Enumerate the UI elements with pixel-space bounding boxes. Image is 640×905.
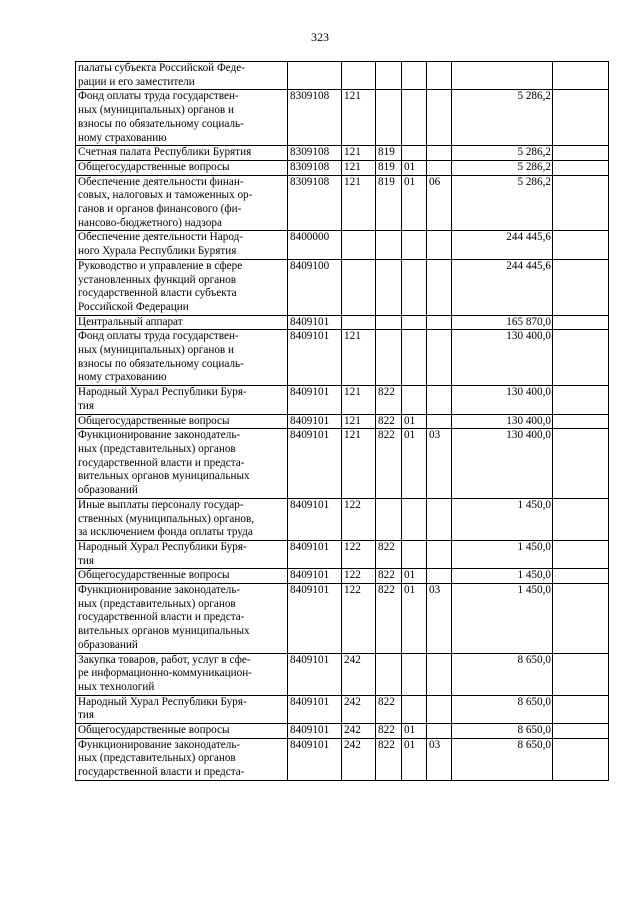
subsection-cell: [427, 653, 452, 695]
section-cell: [402, 146, 427, 161]
target-article-cell: 8409101: [288, 498, 342, 540]
table-row: [76, 90, 609, 146]
ministry-code-cell: [376, 231, 402, 259]
table-row: [76, 569, 609, 584]
expense-type-cell: 121: [342, 429, 376, 499]
expense-type-cell: 122: [342, 584, 376, 654]
subsection-cell: 03: [427, 429, 452, 499]
subsection-cell: [427, 540, 452, 568]
extra-cell: [553, 540, 609, 568]
section-cell: [402, 695, 427, 723]
target-article-cell: 8409101: [288, 738, 342, 780]
section-cell: [402, 540, 427, 568]
target-article-cell: 8309108: [288, 90, 342, 146]
ministry-code-cell: 819: [376, 175, 402, 231]
extra-cell: [553, 414, 609, 429]
amount-cell: 130 400,0: [452, 429, 553, 499]
ministry-code-cell: 819: [376, 146, 402, 161]
target-article-cell: 8309108: [288, 175, 342, 231]
expense-type-cell: 121: [342, 414, 376, 429]
expense-type-cell: 242: [342, 724, 376, 739]
amount-cell: 1 450,0: [452, 584, 553, 654]
extra-cell: [553, 695, 609, 723]
expense-type-cell: [342, 231, 376, 259]
subsection-cell: [427, 695, 452, 723]
row-name-cell: Народный Хурал Республики Буря- тия: [76, 540, 288, 568]
table-row: [76, 62, 609, 90]
section-cell: [402, 498, 427, 540]
target-article-cell: 8409101: [288, 540, 342, 568]
extra-cell: [553, 584, 609, 654]
subsection-cell: [427, 569, 452, 584]
target-article-cell: 8409101: [288, 429, 342, 499]
amount-cell: 1 450,0: [452, 498, 553, 540]
target-article-cell: 8309108: [288, 160, 342, 175]
table-row: [76, 414, 609, 429]
table-row: [76, 498, 609, 540]
row-name-cell: Общегосударственные вопросы: [76, 160, 288, 175]
amount-cell: 8 650,0: [452, 738, 553, 780]
extra-cell: [553, 175, 609, 231]
amount-cell: 5 286,2: [452, 175, 553, 231]
table-row: [76, 695, 609, 723]
amount-cell: 8 650,0: [452, 695, 553, 723]
target-article-cell: 8409101: [288, 569, 342, 584]
ministry-code-cell: 822: [376, 414, 402, 429]
expense-type-cell: 242: [342, 738, 376, 780]
section-cell: 01: [402, 738, 427, 780]
amount-cell: 165 870,0: [452, 315, 553, 330]
row-name-cell: Фонд оплаты труда государствен- ных (муниципальных) органов и взносы по обязательному социаль- ному страхованию: [76, 330, 288, 386]
ministry-code-cell: [376, 315, 402, 330]
extra-cell: [553, 62, 609, 90]
subsection-cell: 03: [427, 738, 452, 780]
row-name-cell: Счетная палата Республики Бурятия: [76, 146, 288, 161]
expense-type-cell: 242: [342, 695, 376, 723]
table-row: [76, 724, 609, 739]
ministry-code-cell: 819: [376, 160, 402, 175]
expense-type-cell: [342, 315, 376, 330]
section-cell: [402, 259, 427, 315]
extra-cell: [553, 330, 609, 386]
amount-cell: 1 450,0: [452, 569, 553, 584]
section-cell: 01: [402, 569, 427, 584]
table-row: [76, 160, 609, 175]
row-name-cell: Общегосударственные вопросы: [76, 414, 288, 429]
section-cell: [402, 62, 427, 90]
row-name-cell: Руководство и управление в сфере установленных функций органов государственной власти субъекта Российской Федерации: [76, 259, 288, 315]
expense-type-cell: 121: [342, 175, 376, 231]
amount-cell: 5 286,2: [452, 90, 553, 146]
subsection-cell: [427, 498, 452, 540]
table-row: [76, 653, 609, 695]
ministry-code-cell: 822: [376, 695, 402, 723]
table-row: [76, 315, 609, 330]
extra-cell: [553, 429, 609, 499]
subsection-cell: [427, 386, 452, 414]
row-name-cell: Общегосударственные вопросы: [76, 724, 288, 739]
expense-type-cell: 242: [342, 653, 376, 695]
section-cell: 01: [402, 414, 427, 429]
ministry-code-cell: [376, 653, 402, 695]
target-article-cell: [288, 62, 342, 90]
amount-cell: 1 450,0: [452, 540, 553, 568]
subsection-cell: [427, 90, 452, 146]
expense-type-cell: [342, 259, 376, 315]
extra-cell: [553, 231, 609, 259]
extra-cell: [553, 146, 609, 161]
target-article-cell: 8309108: [288, 146, 342, 161]
amount-cell: 244 445,6: [452, 231, 553, 259]
amount-cell: 130 400,0: [452, 386, 553, 414]
subsection-cell: [427, 414, 452, 429]
row-name-cell: Центральный аппарат: [76, 315, 288, 330]
table-row: [76, 738, 609, 780]
ministry-code-cell: 822: [376, 738, 402, 780]
extra-cell: [553, 160, 609, 175]
section-cell: [402, 653, 427, 695]
table-row: [76, 386, 609, 414]
subsection-cell: [427, 231, 452, 259]
subsection-cell: 03: [427, 584, 452, 654]
section-cell: [402, 386, 427, 414]
subsection-cell: [427, 146, 452, 161]
section-cell: [402, 90, 427, 146]
section-cell: 01: [402, 160, 427, 175]
ministry-code-cell: [376, 90, 402, 146]
row-name-cell: палаты субъекта Российской Феде- рации и его заместители: [76, 62, 288, 90]
extra-cell: [553, 315, 609, 330]
row-name-cell: Функционирование законодатель- ных (представительных) органов государственной власти и предста- вительных органов муниципальных образований: [76, 584, 288, 654]
expense-type-cell: 122: [342, 569, 376, 584]
section-cell: [402, 231, 427, 259]
expense-type-cell: 122: [342, 540, 376, 568]
amount-cell: 130 400,0: [452, 330, 553, 386]
subsection-cell: [427, 62, 452, 90]
table-body: [76, 62, 609, 781]
row-name-cell: Функционирование законодатель- ных (представительных) органов государственной власти и предста-: [76, 738, 288, 780]
target-article-cell: 8409101: [288, 724, 342, 739]
ministry-code-cell: 822: [376, 584, 402, 654]
subsection-cell: [427, 259, 452, 315]
amount-cell: [452, 62, 553, 90]
target-article-cell: 8400000: [288, 231, 342, 259]
section-cell: 01: [402, 429, 427, 499]
row-name-cell: Обеспечение деятельности Народ- ного Хурала Республики Бурятия: [76, 231, 288, 259]
ministry-code-cell: 822: [376, 569, 402, 584]
row-name-cell: Иные выплаты персоналу государ- ственных (муниципальных) органов, за исключением фонда оплаты труда: [76, 498, 288, 540]
ministry-code-cell: 822: [376, 724, 402, 739]
ministry-code-cell: [376, 330, 402, 386]
extra-cell: [553, 653, 609, 695]
amount-cell: 130 400,0: [452, 414, 553, 429]
amount-cell: 5 286,2: [452, 146, 553, 161]
expense-type-cell: 121: [342, 146, 376, 161]
extra-cell: [553, 90, 609, 146]
table-row: [76, 175, 609, 231]
extra-cell: [553, 569, 609, 584]
target-article-cell: 8409101: [288, 653, 342, 695]
amount-cell: 8 650,0: [452, 653, 553, 695]
expense-type-cell: [342, 62, 376, 90]
ministry-code-cell: [376, 259, 402, 315]
extra-cell: [553, 498, 609, 540]
subsection-cell: [427, 315, 452, 330]
row-name-cell: Закупка товаров, работ, услуг в сфе- ре информационно-коммуникацион- ных технологий: [76, 653, 288, 695]
subsection-cell: [427, 160, 452, 175]
subsection-cell: [427, 330, 452, 386]
row-name-cell: Народный Хурал Республики Буря- тия: [76, 386, 288, 414]
section-cell: 01: [402, 584, 427, 654]
section-cell: 01: [402, 724, 427, 739]
ministry-code-cell: 822: [376, 386, 402, 414]
section-cell: [402, 330, 427, 386]
ministry-code-cell: 822: [376, 429, 402, 499]
expense-type-cell: 121: [342, 160, 376, 175]
subsection-cell: [427, 724, 452, 739]
ministry-code-cell: [376, 498, 402, 540]
row-name-cell: Обеспечение деятельности финан- совых, налоговых и таможенных ор- ганов и органов финансового (фи- нансово-бюджетного) надзора: [76, 175, 288, 231]
row-name-cell: Общегосударственные вопросы: [76, 569, 288, 584]
target-article-cell: 8409101: [288, 386, 342, 414]
extra-cell: [553, 386, 609, 414]
target-article-cell: 8409101: [288, 315, 342, 330]
expense-type-cell: 121: [342, 386, 376, 414]
target-article-cell: 8409101: [288, 695, 342, 723]
amount-cell: 5 286,2: [452, 160, 553, 175]
extra-cell: [553, 738, 609, 780]
subsection-cell: 06: [427, 175, 452, 231]
table-row: [76, 330, 609, 386]
extra-cell: [553, 724, 609, 739]
table-row: [76, 429, 609, 499]
expense-type-cell: 122: [342, 498, 376, 540]
expense-type-cell: 121: [342, 90, 376, 146]
target-article-cell: 8409101: [288, 330, 342, 386]
extra-cell: [553, 259, 609, 315]
expense-type-cell: 121: [342, 330, 376, 386]
section-cell: 01: [402, 175, 427, 231]
ministry-code-cell: 822: [376, 540, 402, 568]
table-row: [76, 540, 609, 568]
table-row: [76, 231, 609, 259]
page-number: 323: [311, 30, 329, 44]
table-row: [76, 146, 609, 161]
table-row: [76, 259, 609, 315]
row-name-cell: Народный Хурал Республики Буря- тия: [76, 695, 288, 723]
target-article-cell: 8409100: [288, 259, 342, 315]
target-article-cell: 8409101: [288, 584, 342, 654]
amount-cell: 8 650,0: [452, 724, 553, 739]
row-name-cell: Функционирование законодатель- ных (представительных) органов государственной власти и предста- вительных органов муниципальных образований: [76, 429, 288, 499]
amount-cell: 244 445,6: [452, 259, 553, 315]
ministry-code-cell: [376, 62, 402, 90]
target-article-cell: 8409101: [288, 414, 342, 429]
table-row: [76, 584, 609, 654]
section-cell: [402, 315, 427, 330]
budget-table: [75, 61, 609, 781]
row-name-cell: Фонд оплаты труда государствен- ных (муниципальных) органов и взносы по обязательному социаль- ному страхованию: [76, 90, 288, 146]
